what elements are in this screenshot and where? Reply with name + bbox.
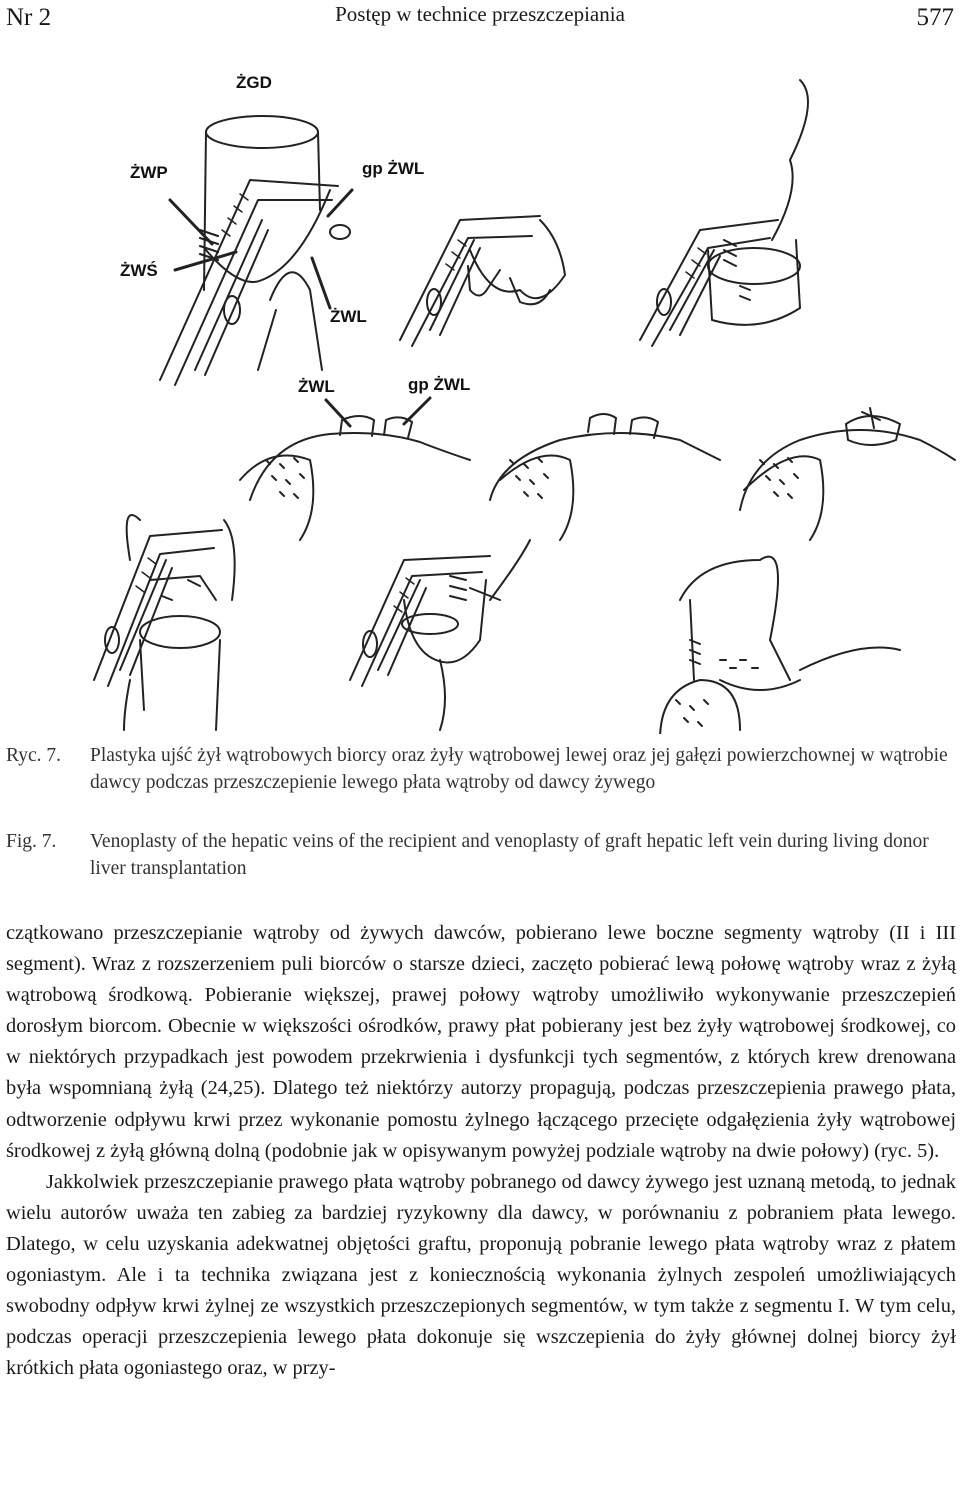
panel-6-graft — [740, 408, 955, 540]
panel-3-cuff — [640, 80, 808, 346]
panel-1-ivc — [160, 116, 352, 385]
label-gp-zwl-middle: gp ŻWL — [408, 375, 471, 394]
figure-7-illustration — [0, 40, 960, 734]
venoplasty-drawing — [0, 40, 960, 734]
panel-7-anastomosis — [94, 515, 235, 730]
article-body — [6, 918, 956, 1384]
caption-text-en: Venoplasty of the hepatic veins of the recipient and venoplasty of graft hepatic left vein during living donor liver transplantation — [90, 831, 929, 879]
label-zwl-middle: ŻWL — [298, 377, 335, 396]
label-zwp: ŻWP — [130, 163, 168, 182]
panel-5-graft — [490, 414, 720, 540]
label-gp-zwl-top: gp ŻWL — [362, 159, 425, 178]
running-header — [0, 0, 960, 40]
panel-8-suture — [350, 540, 530, 730]
page-number: 577 — [916, 4, 954, 31]
caption-label-pl: Ryc. 7. — [6, 745, 62, 766]
panel-9-final — [660, 557, 900, 734]
panel-4-graft — [240, 416, 470, 540]
issue-number: Nr 2 — [6, 4, 52, 31]
panel-2-orifices — [400, 216, 565, 346]
body-paragraph-1: czątkowano przeszczepianie wątroby od żywych dawców, pobierano lewe boczne segmenty wątroby (II i III segment). Wraz z rozszerzeniem puli biorców o starsze dzieci, zaczęto pobierać lewą połowę wątroby wraz z żyłą wątrobową środkową. Pobieranie większej, prawej połowy wątroby umożliwiło wykonywanie przeszczepień dorosłym biorcom. Obecnie w większości ośrodków, prawy płat pobierany jest bez żyły wątrobowej środkowej, co w niektórych przypadkach jest powodem przekrwienia i dysfunkcji tych segmentów, z których krew drenowana była wspomnianą żyłą (24,25). Dlatego też niektórzy autorzy propagują, podczas przeszczepienia prawego płata, odtworzenie odpływu krwi przez wykonanie pomostu żylnego łączącego przecięte odgałęzienia żyły wątrobowej środkowej z żyłą główną dolną (podobnie jak w opisywanym powyżej podziale wątroby na dwie połowy) (ryc. 5). — [6, 922, 956, 1162]
caption-english — [6, 828, 956, 882]
body-paragraph-2: Jakkolwiek przeszczepianie prawego płata wątroby pobranego od dawcy żywego jest uznaną metodą, to jednak wielu autorów uważa ten zabieg za bardziej ryzykowny dla dawcy, w porównaniu z pobraniem płata lewego. Dlatego, w celu uzyskania adekwatnej objętości graftu, proponują pobranie lewego płata wątroby wraz z płatem ogoniastym. Ale i ta technika związana jest z koniecznością wykonania żylnych zespoleń umożliwiających swobodny odpływ krwi żylnej ze wszystkich przeszczepionych segmentów, w tym także z segmentu I. W tym celu, podczas operacji przeszczepienia lewego płata dokonuje się wszczepienia do żyły głównej dolnej biorcy żył krótkich płata ogoniastego oraz, w przy- — [6, 1170, 956, 1380]
label-zwl-top: ŻWL — [330, 307, 367, 326]
caption-polish — [6, 742, 956, 796]
journal-title: Postęp w technice przeszczepiania — [335, 2, 625, 26]
caption-label-en: Fig. 7. — [6, 831, 57, 852]
caption-text-pl: Plastyka ujść żył wątrobowych biorcy oraz żyły wątrobowej lewej oraz jej gałęzi powierzchownej w wątrobie dawcy podczas przeszczepienie lewego płata wątroby od dawcy żywego — [90, 745, 948, 793]
label-zgd: ŻGD — [236, 73, 272, 92]
label-zws: ŻWŚ — [120, 261, 158, 280]
